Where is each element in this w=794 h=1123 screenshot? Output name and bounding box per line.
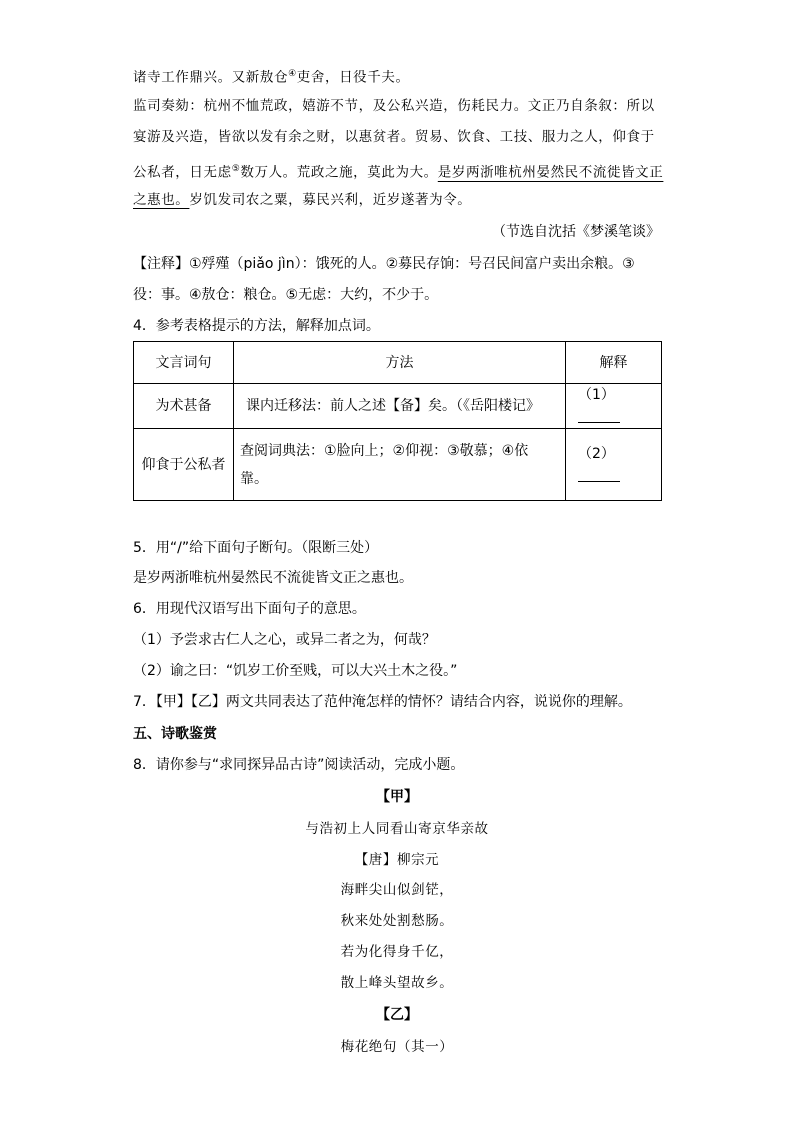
- table-row: [134, 429, 662, 501]
- answer-blank[interactable]: [578, 467, 620, 482]
- passage-line-4: 公私者，日无虑⑤数万人。荒政之施，莫此为大。是岁两浙唯杭州晏然民不流徙皆文正: [133, 164, 664, 181]
- underlined-sentence: 是岁两浙唯杭州晏然民不流徙皆文正: [437, 164, 664, 181]
- poem-author: 【唐】柳宗元: [354, 852, 440, 868]
- poem-line: 海畔尖山似剑铓，: [340, 882, 454, 898]
- answer-blank[interactable]: [578, 408, 620, 423]
- section-title: 五、诗歌鉴赏: [133, 726, 217, 742]
- table-cell-method: 课内迁移法：前人之述【备】矣。（《岳阳楼记》: [234, 384, 566, 429]
- question-8: 8．请你参与“求同探异品古诗”阅读活动，完成小题。: [133, 757, 465, 773]
- table-header: 解释: [566, 342, 662, 384]
- poem-title-2: 梅花绝句（其一）: [340, 1039, 454, 1055]
- notes-line-2: 役：事。④敖仓：粮仓。⑤无虑：大约，不少于。: [133, 287, 439, 303]
- poem-title: 与浩初上人同看山寄京华亲故: [305, 821, 489, 837]
- question-7: 7．【甲】【乙】两文共同表达了范仲淹怎样的情怀？请结合内容，说说你的理解。: [133, 694, 632, 710]
- question-4: 4．参考表格提示的方法，解释加点词。: [133, 318, 380, 334]
- poem-line: 散上峰头望故乡。: [340, 975, 454, 991]
- table-cell-answer[interactable]: （1）: [566, 384, 662, 429]
- question-6: 6．用现代汉语写出下面句子的意思。: [133, 601, 366, 617]
- question-6-sentence-2: （2）谕之曰：“饥岁工价至贱，可以大兴土木之役。”: [133, 663, 458, 679]
- table-cell-phrase: 仰食于公私者: [134, 429, 234, 501]
- poem-line: 秋来处处割愁肠。: [340, 913, 454, 929]
- poem-line: 若为化得身千亿，: [340, 944, 454, 960]
- passage-line-5: 之惠也。岁饥发司农之粟，募民兴利，近岁遂著为令。: [133, 192, 472, 208]
- passage-line-1: 诸寺工作鼎兴。又新敖仓④吏舍，日役千夫。: [133, 69, 410, 86]
- underlined-sentence-end: 之惠也。: [133, 192, 190, 208]
- table-cell-phrase: 为术甚备: [134, 384, 234, 429]
- notes-line-1: 【注释】①殍殣（piǎo jìn）：饿死的人。②募民存饷：号召民间富户卖出余粮。③: [133, 256, 635, 272]
- table-cell-answer[interactable]: （2）: [566, 429, 662, 501]
- poem-label-jia: 【甲】: [376, 789, 418, 805]
- table-header: 文言词句: [134, 342, 234, 384]
- passage-source: （节选自沈括《梦溪笔谈》: [492, 224, 660, 240]
- question-5: 5．用“/”给下面句子断句。（限断三处）: [133, 540, 379, 556]
- table-header: 方法: [234, 342, 566, 384]
- table-row: [134, 384, 662, 429]
- method-table: [133, 341, 662, 501]
- question-5-sentence: 是岁两浙唯杭州晏然民不流徙皆文正之惠也。: [133, 570, 413, 586]
- passage-line-3: 宴游及兴造，皆欲以发有余之财，以惠贫者。贸易、饮食、工技、服力之人，仰食于: [133, 129, 655, 145]
- question-6-sentence-1: （1）予尝求古仁人之心，或异二者之为，何哉？: [133, 632, 436, 648]
- poem-label-yi: 【乙】: [376, 1007, 418, 1023]
- table-header-row: [134, 342, 662, 384]
- table-cell-method: 查阅词典法：①脸向上；②仰视：③敬慕；④依靠。: [234, 429, 566, 501]
- passage-line-2: 监司奏劾：杭州不恤荒政，嬉游不节，及公私兴造，伤耗民力。文正乃自条叙：所以: [133, 98, 655, 114]
